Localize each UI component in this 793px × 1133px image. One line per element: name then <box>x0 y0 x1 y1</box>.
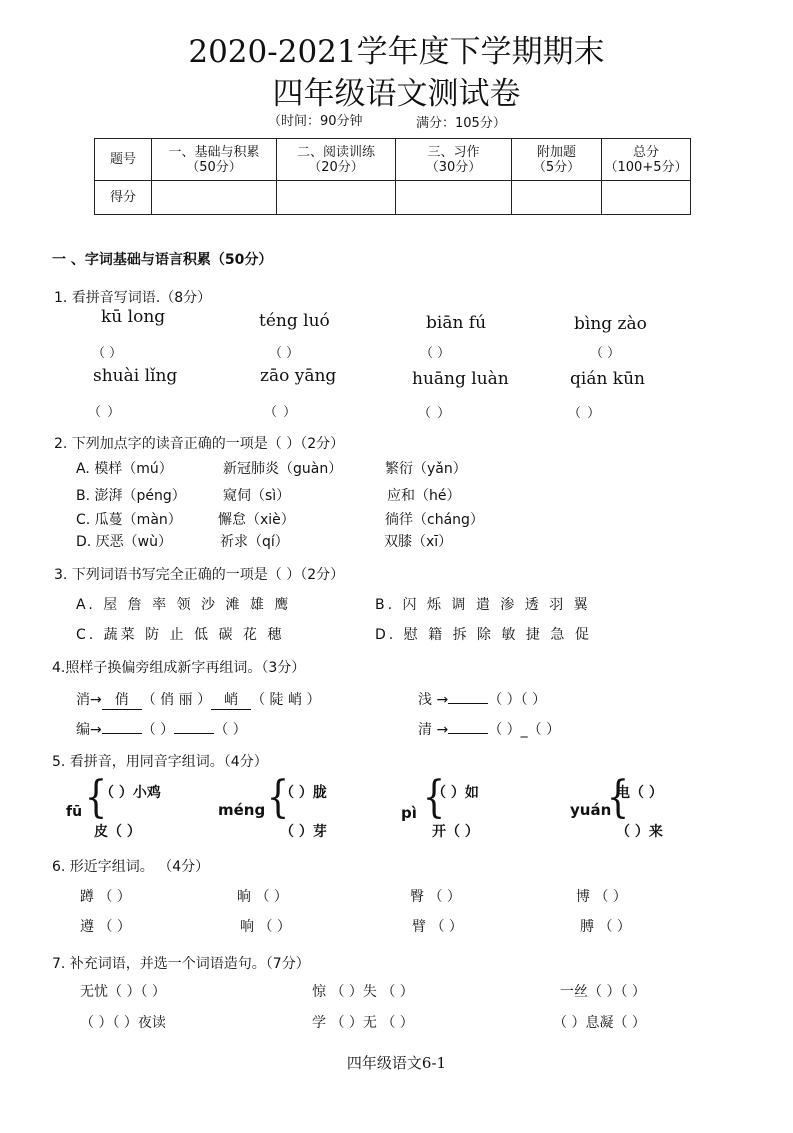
q4-source-char: 浅 → <box>418 692 449 708</box>
q6-item[interactable]: 膊 （ ） <box>580 919 631 935</box>
score-table-score-row <box>95 181 691 215</box>
q4-answer-line[interactable] <box>448 703 488 704</box>
header-cell: 总分 （100+5分） <box>602 139 691 181</box>
q2-option-word: 徜徉（cháng） <box>385 512 484 528</box>
q6-item[interactable]: 蹲 （ ） <box>80 889 131 905</box>
q5-word-bottom[interactable]: 皮（ ） <box>94 824 141 840</box>
answer-blank[interactable]: （ ） <box>88 405 122 420</box>
q6-item[interactable]: 晌 （ ） <box>237 889 288 905</box>
answer-blank[interactable]: （ ） <box>520 692 547 708</box>
q5-word-top[interactable]: 电（ ） <box>616 785 663 801</box>
q5-word-bottom[interactable]: （ ）芽 <box>280 824 327 840</box>
q5-word-top[interactable]: （ ）胧 <box>280 785 327 801</box>
pinyin: qián kūn <box>570 369 646 389</box>
q5-pinyin: pì <box>401 804 417 822</box>
curly-brace-icon: { <box>606 772 630 823</box>
q4-source-char: 编→ <box>76 722 102 738</box>
q3-option-d[interactable]: D. 慰 籍 拆 除 敏 捷 急 促 <box>375 627 592 643</box>
curly-brace-icon: { <box>266 772 290 823</box>
q2-option-word: 祈求（qí） <box>220 534 289 550</box>
q2-option-word: 应和（hé） <box>387 488 461 504</box>
total-score-label: 满分：105分） <box>416 116 506 131</box>
answer-blank[interactable]: （ ） <box>92 346 123 361</box>
q4-answer-line[interactable] <box>448 733 488 734</box>
q4-row-1 <box>76 689 320 710</box>
score-row-label: 得分 <box>95 181 152 215</box>
q5-pinyin: méng <box>218 801 266 819</box>
q6-item[interactable]: 博 （ ） <box>576 889 627 905</box>
pinyin: téng luó <box>259 311 330 331</box>
q3-option-c[interactable]: C. 蔬菜 防 止 低 碳 花 穗 <box>76 627 285 643</box>
answer-blank[interactable]: （ ） <box>420 346 451 361</box>
page-footer: 四年级语文6-1 <box>346 1054 447 1072</box>
score-cell[interactable] <box>396 181 512 215</box>
q2-option-word: 窥伺（sì） <box>223 488 291 504</box>
answer-blank[interactable]: （ ） <box>590 346 621 361</box>
pinyin: kū long <box>101 307 166 327</box>
q2-option[interactable]: C. 瓜蔓（màn） <box>76 512 182 528</box>
q4-source-char: 消→ <box>76 692 102 708</box>
q5-pinyin: fū <box>66 804 83 820</box>
q7-item[interactable]: 学 （ ）无 （ ） <box>312 1015 414 1031</box>
section1-title: 一 、字词基础与语言积累（50分） <box>52 252 273 268</box>
answer-blank[interactable]: （ ） <box>264 405 298 420</box>
q3-option-b[interactable]: B. 闪 烁 调 遣 渗 透 羽 翼 <box>375 597 591 613</box>
q2-option[interactable]: A. 模样（mú） <box>76 461 173 477</box>
q2-option[interactable]: D. 厌恶（wù） <box>76 534 173 550</box>
answer-blank[interactable]: （ ）_ <box>488 722 528 738</box>
q4-answer-line[interactable] <box>174 733 214 734</box>
q6-item[interactable]: 臂 （ ） <box>412 919 463 935</box>
q5-word-top[interactable]: （ ）如 <box>432 785 479 801</box>
q4-source-char: 清 → <box>418 722 449 738</box>
score-table <box>94 138 691 215</box>
q7-item[interactable]: 一丝（ ）（ ） <box>560 984 646 1000</box>
q4-example-word: （ 陡 峭 ） <box>251 692 321 708</box>
pinyin: zāo yāng <box>260 366 337 386</box>
curly-brace-icon: { <box>84 772 108 823</box>
q1-title: 1. 看拼音写词语.（8分） <box>54 290 212 306</box>
q7-title: 7. 补充词语，并选一个词语造句。（7分） <box>52 956 310 972</box>
answer-blank[interactable]: （ ） <box>141 722 175 738</box>
q2-option-word: 双膝（xī） <box>384 534 453 550</box>
answer-blank[interactable]: （ ） <box>527 722 561 738</box>
q6-item[interactable]: 臀 （ ） <box>410 889 461 905</box>
q2-title: 2. 下列加点字的读音正确的一项是（ ）（2分） <box>54 436 345 452</box>
q5-word-bottom[interactable]: 开（ ） <box>432 824 479 840</box>
pinyin: huāng luàn <box>412 369 509 389</box>
q4-answer-line[interactable] <box>102 733 142 734</box>
pinyin: bìng zào <box>574 314 647 334</box>
q4-example-word: （ 俏 丽 ） <box>141 692 212 708</box>
exam-title-line2: 四年级语文测试卷 <box>272 76 521 112</box>
pinyin: biān fú <box>426 313 487 333</box>
score-cell[interactable] <box>512 181 602 215</box>
q2-option-word: 繁衍（yǎn） <box>385 461 467 477</box>
header-cell: 三、习作 （30分） <box>396 139 512 181</box>
q7-item[interactable]: （ ）息凝（ ） <box>553 1015 646 1031</box>
score-cell[interactable] <box>152 181 277 215</box>
q4-example-char: 俏 <box>102 689 142 710</box>
answer-blank[interactable]: （ ） <box>488 692 521 708</box>
score-cell[interactable] <box>602 181 691 215</box>
q2-option[interactable]: B. 澎湃（péng） <box>76 488 186 504</box>
q4-example-char: 峭 <box>211 689 251 710</box>
score-cell[interactable] <box>277 181 396 215</box>
q7-item[interactable]: （ ）（ ）夜读 <box>80 1015 166 1031</box>
q5-word-bottom[interactable]: （ ）来 <box>616 824 663 840</box>
q4-row-2-task <box>418 719 560 739</box>
answer-blank[interactable]: （ ） <box>418 406 452 421</box>
q5-word-top[interactable]: （ ）小鸡 <box>100 785 161 801</box>
q4-row-1-task <box>418 689 546 709</box>
curly-brace-icon: { <box>422 772 446 823</box>
pinyin: shuài lǐng <box>93 366 178 386</box>
q6-item[interactable]: 响 （ ） <box>240 919 291 935</box>
header-cell: 题号 <box>95 139 152 181</box>
q2-option-word: 懈怠（xiè） <box>218 512 295 528</box>
answer-blank[interactable]: （ ） <box>214 722 247 738</box>
header-cell: 附加题 （5分） <box>512 139 602 181</box>
answer-blank[interactable]: （ ） <box>568 406 602 421</box>
answer-blank[interactable]: （ ） <box>269 346 300 361</box>
score-table-header-row <box>95 139 691 181</box>
q6-title: 6. 形近字组词。 （4分） <box>52 859 210 875</box>
q7-item[interactable]: 惊 （ ）失 （ ） <box>312 984 414 1000</box>
q2-option-word: 新冠肺炎（guàn） <box>223 461 343 477</box>
header-cell: 二、阅读训练 （20分） <box>277 139 396 181</box>
q4-title: 4.照样子换偏旁组成新字再组词。（3分） <box>52 660 306 676</box>
q3-title: 3. 下列词语书写完全正确的一项是（ ）（2分） <box>54 567 345 583</box>
q5-title: 5. 看拼音，用同音字组词。（4分） <box>52 754 268 770</box>
q3-option-a[interactable]: A. 屋 詹 率 领 沙 滩 雄 鹰 <box>76 597 292 613</box>
header-cell: 一、基础与积累 （50分） <box>152 139 277 181</box>
exam-title-line1: 2020-2021学年度下学期期末 <box>188 34 605 70</box>
q7-item[interactable]: 无忧（ ）（ ） <box>80 984 166 1000</box>
q6-item[interactable]: 遵 （ ） <box>80 919 131 935</box>
time-label: （时间：90分钟 <box>268 114 363 129</box>
q5-pinyin: yuán <box>570 801 612 819</box>
q4-row-2 <box>76 719 247 739</box>
